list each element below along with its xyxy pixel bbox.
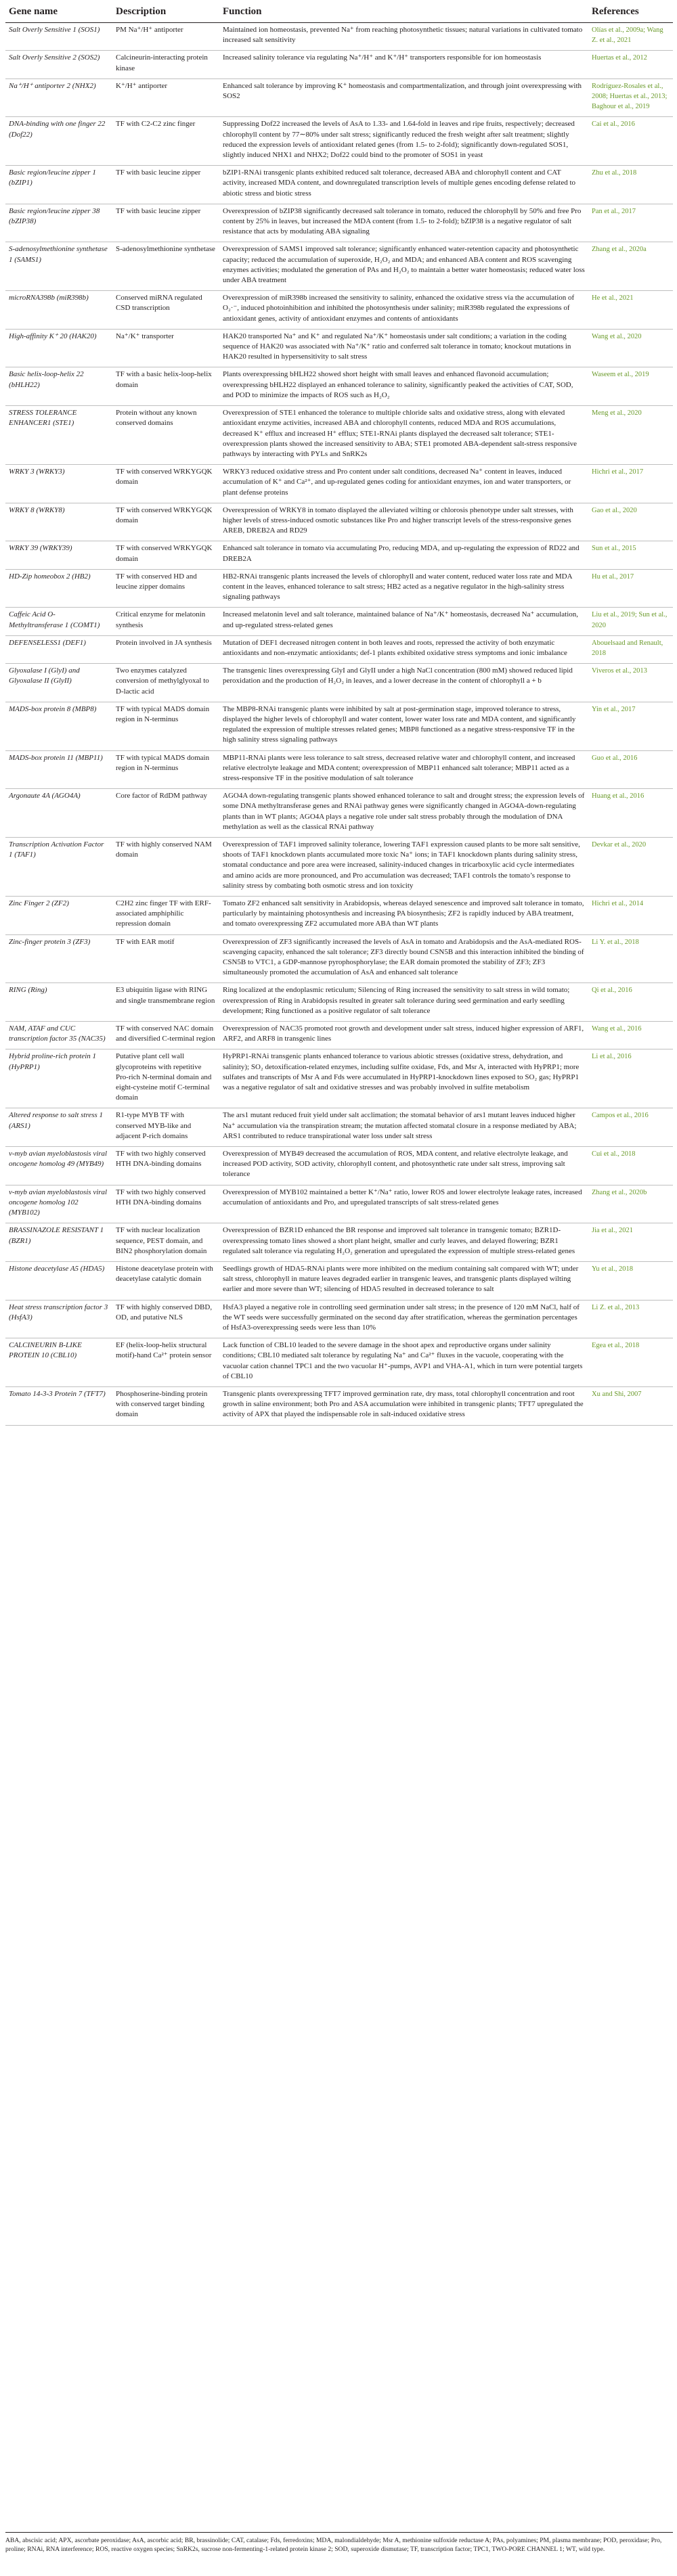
function-cell: Seedlings growth of HDA5-RNAi plants were more inhibited on the medium containing salt compared with WT; under salt stress, chlorophyll in mature leaves degraded earlier in transgenic leaves, and transgenic plants displayed wilting earlier and more severe than WT; silencing of HDA5 resulted in decreased tolerance to salt <box>219 1261 588 1300</box>
table-row <box>5 1386 673 1425</box>
reference-cell[interactable]: Guo et al., 2016 <box>588 750 673 789</box>
reference-cell[interactable]: Zhang et al., 2020a <box>588 242 673 291</box>
function-cell: Mutation of DEF1 decreased nitrogen content in both leaves and roots, repressed the activity of both enzymatic antioxidants and non-enzymatic antioxidants; def-1 plants exhibited oxidative stress symptoms and ionic imbalance <box>219 635 588 663</box>
gene-name-cell: Salt Overly Sensitive 2 (SOS2) <box>5 51 112 78</box>
table-row <box>5 750 673 789</box>
function-cell: Overexpression of MYB49 decreased the accumulation of ROS, MDA content, and relative electrolyte leakage, and increased POD activity, SOD activity, chlorophyll content, and photosynthetic rate under salt stress, improving salt tolerance <box>219 1147 588 1185</box>
function-cell: Overexpression of NAC35 promoted root growth and development under salt stress, induced higher expression of ARF1, ARF2, and ARF8 in transgenic lines <box>219 1022 588 1049</box>
reference-cell[interactable]: He et al., 2021 <box>588 291 673 330</box>
gene-name-cell: WRKY 8 (WRKY8) <box>5 503 112 541</box>
gene-name-cell: microRNA398b (miR398b) <box>5 291 112 330</box>
reference-cell[interactable]: Huang et al., 2016 <box>588 789 673 838</box>
reference-cell[interactable]: Rodríguez-Rosales et al., 2008; Huertas et al., 2013; Baghour et al., 2019 <box>588 78 673 117</box>
table-row <box>5 635 673 663</box>
table-row <box>5 1223 673 1262</box>
description-cell: TF with conserved NAC domain and diversified C-terminal region <box>112 1022 219 1049</box>
description-cell: EF (helix-loop-helix structural motif)-hand Ca²⁺ protein sensor <box>112 1338 219 1387</box>
description-cell: Histone deacetylase protein with deacetylase catalytic domain <box>112 1261 219 1300</box>
table-row <box>5 1338 673 1387</box>
reference-cell[interactable]: Egea et al., 2018 <box>588 1338 673 1387</box>
function-cell: WRKY3 reduced oxidative stress and Pro content under salt conditions, decreased Na⁺ content in leaves, induced accumulation of K⁺ and Ca²⁺, and up-regulated genes coding for antioxidant enzymes, ion and water transporters, or plant defense proteins <box>219 465 588 503</box>
reference-cell[interactable]: Zhang et al., 2020b <box>588 1185 673 1223</box>
description-cell: Phosphoserine-binding protein with conserved target binding domain <box>112 1386 219 1425</box>
reference-cell[interactable]: Wang et al., 2020 <box>588 329 673 367</box>
table-row <box>5 934 673 983</box>
description-cell: PM Na⁺/H⁺ antiporter <box>112 23 219 51</box>
description-cell: TF with conserved WRKYGQK domain <box>112 465 219 503</box>
gene-name-cell: Zinc Finger 2 (ZF2) <box>5 897 112 935</box>
function-cell: Maintained ion homeostasis, prevented Na⁺ from reaching photosynthetic tissues; natural variations in cultivated tomato increased salt sensitivity <box>219 23 588 51</box>
table-row <box>5 51 673 78</box>
reference-cell[interactable]: Campos et al., 2016 <box>588 1108 673 1147</box>
table-body <box>5 23 673 1426</box>
function-cell: Increased melatonin level and salt tolerance, maintained balance of Na⁺/K⁺ homeostasis, decreased Na⁺ accumulation, and up-regulated stress-related genes <box>219 608 588 635</box>
reference-cell[interactable]: Hichri et al., 2014 <box>588 897 673 935</box>
reference-cell[interactable]: Qi et al., 2016 <box>588 983 673 1022</box>
gene-name-cell: WRKY 3 (WRKY3) <box>5 465 112 503</box>
gene-name-cell: DEFENSELESS1 (DEF1) <box>5 635 112 663</box>
table-row <box>5 166 673 204</box>
gene-name-cell: Histone deacetylase A5 (HDA5) <box>5 1261 112 1300</box>
function-cell: Overexpression of WRKY8 in tomato displayed the alleviated wilting or chlorosis phenotype under salt stresses, with higher levels of stress-induced osmotic substances like Pro and higher transcript levels of the stress-responsive genes AREB, DREB2A and RD29 <box>219 503 588 541</box>
function-cell: Enhanced salt tolerance in tomato via accumulating Pro, reducing MDA, and up-regulating the expression of RD22 and DREB2A <box>219 541 588 569</box>
reference-cell[interactable]: Abouelsaad and Renault, 2018 <box>588 635 673 663</box>
function-cell: Overexpression of BZR1D enhanced the BR response and improved salt tolerance in transgenic tomato; BZR1D-overexpressing tomato lines showed a short plant height, smaller and curly leaves, and delayed flowering; BZR1 regulated salt tolerance via regulating H₂O₂ generation and upregulated the expression of multiple stress-related genes <box>219 1223 588 1262</box>
description-cell: TF with conserved HD and leucine zipper domains <box>112 569 219 608</box>
table-row <box>5 541 673 569</box>
reference-cell[interactable]: Jia et al., 2021 <box>588 1223 673 1262</box>
header-references: References <box>588 0 673 23</box>
table-row <box>5 1049 673 1108</box>
description-cell: Core factor of RdDM pathway <box>112 789 219 838</box>
table-row <box>5 23 673 51</box>
table-row <box>5 1108 673 1147</box>
table-row <box>5 1147 673 1185</box>
table-row <box>5 983 673 1022</box>
function-cell: Overexpression of ZF3 significantly increased the levels of AsA in tomato and Arabidopsis and the AsA-mediated ROS-scavenging capacity, enhanced the salt tolerance; ZF3 directly bound CSN5B and this interaction inhibited the binding of CSN5B to VTC1, a GDP-mannose pyrophosphorylase; the EAR domain promoted the stability of ZF3; ZF3 simultaneously promoted the accumulation of AsA and enhanced salt tolerance <box>219 934 588 983</box>
function-cell: Overexpression of miR398b increased the sensitivity to salinity, enhanced the oxidative stress via the accumulation of O₂·⁻, induced photoinhibition and inhibited the photosynthesis under salinity; miR398b regulated the expressions of antioxidant genes, activity of antioxidant enzymes and contents of antioxidants <box>219 291 588 330</box>
table-row <box>5 465 673 503</box>
description-cell: TF with two highly conserved HTH DNA-binding domains <box>112 1185 219 1223</box>
description-cell: Protein without any known conserved domains <box>112 406 219 465</box>
header-gene-name: Gene name <box>5 0 112 23</box>
table-row <box>5 702 673 750</box>
reference-cell[interactable]: Huertas et al., 2012 <box>588 51 673 78</box>
gene-name-cell: Caffeic Acid O-Methyltransferase 1 (COMT1) <box>5 608 112 635</box>
description-cell: Calcineurin-interacting protein kinase <box>112 51 219 78</box>
description-cell: R1-type MYB TF with conserved MYB-like and adjacent P-rich domains <box>112 1108 219 1147</box>
reference-cell[interactable]: Wang et al., 2016 <box>588 1022 673 1049</box>
description-cell: TF with basic leucine zipper <box>112 204 219 242</box>
description-cell: Conserved miRNA regulated CSD transcription <box>112 291 219 330</box>
gene-name-cell: Na⁺/H⁺ antiporter 2 (NHX2) <box>5 78 112 117</box>
reference-cell[interactable]: Hu et al., 2017 <box>588 569 673 608</box>
description-cell: TF with highly conserved NAM domain <box>112 838 219 897</box>
reference-cell[interactable]: Viveros et al., 2013 <box>588 664 673 702</box>
gene-name-cell: RING (Ring) <box>5 983 112 1022</box>
reference-cell[interactable]: Sun et al., 2015 <box>588 541 673 569</box>
reference-cell[interactable]: Li et al., 2016 <box>588 1049 673 1108</box>
gene-name-cell: MADS-box protein 8 (MBP8) <box>5 702 112 750</box>
table-header-row <box>5 0 673 23</box>
gene-name-cell: Hybrid proline-rich protein 1 (HyPRP1) <box>5 1049 112 1108</box>
description-cell: TF with C2-C2 zinc finger <box>112 117 219 166</box>
table-row <box>5 78 673 117</box>
description-cell: S-adenosylmethionine synthetase <box>112 242 219 291</box>
description-cell: C2H2 zinc finger TF with ERF-associated amphiphilic repression domain <box>112 897 219 935</box>
function-cell: Suppressing Dof22 increased the levels of AsA to 1.33- and 1.64-fold in leaves and ripe fruits, respectively; decreased chlorophyll content by 77∼80% under salt stress; significantly reduced the fresh weight after salt treatment; slightly reduced the expression levels of antioxidant related genes (from 1.5- to 2-fold); significantly down-regulated SOS1, slightly induced NHX1 and NHX2; Dof22 could bind to the promoter of SOS1 in yeast <box>219 117 588 166</box>
reference-cell[interactable]: Cui et al., 2018 <box>588 1147 673 1185</box>
table-row <box>5 242 673 291</box>
gene-name-cell: S-adenosylmethionine synthetase 1 (SAMS1) <box>5 242 112 291</box>
gene-name-cell: STRESS TOLERANCE ENHANCER1 (STE1) <box>5 406 112 465</box>
table-row <box>5 1261 673 1300</box>
reference-cell[interactable]: Liu et al., 2019; Sun et al., 2020 <box>588 608 673 635</box>
description-cell: K⁺/H⁺ antiporter <box>112 78 219 117</box>
function-cell: HAK20 transported Na⁺ and K⁺ and regulated Na⁺/K⁺ homeostasis under salt conditions; a variation in the coding sequence of HAK20 was associated with Na⁺/K⁺ ratio and conferred salt tolerance in tomato; knockout mutations in HAK20 resulted in hypersensitivity to salt stress <box>219 329 588 367</box>
function-cell: The MBP8-RNAi transgenic plants were inhibited by salt at post-germination stage, improved tolerance to stress, displayed the higher levels of chlorophyll and water content, lower water loss rate and MDA content, and significantly regulated the expression of multiple stresses related genes; MBP8 functioned as a negative stress-responsive TF in the high salinity stress signaling pathways <box>219 702 588 750</box>
table-row <box>5 329 673 367</box>
description-cell: TF with typical MADS domain region in N-terminus <box>112 750 219 789</box>
footer-divider <box>5 2532 673 2533</box>
description-cell: Na⁺/K⁺ transporter <box>112 329 219 367</box>
function-cell: HsfA3 played a negative role in controlling seed germination under salt stress; in the presence of 120 mM NaCl, half of the WT seeds were successfully germinated on the second day after stratification, whereas the germination percentages of HsfA3-overexpressing seeds were less than 10% <box>219 1300 588 1338</box>
table-row <box>5 608 673 635</box>
gene-name-cell: Heat stress transcription factor 3 (HsfA3) <box>5 1300 112 1338</box>
description-cell: TF with EAR motif <box>112 934 219 983</box>
gene-name-cell: Salt Overly Sensitive 1 (SOS1) <box>5 23 112 51</box>
description-cell: TF with nuclear localization sequence, PEST domain, and BIN2 phosphorylation domain <box>112 1223 219 1262</box>
function-cell: Enhanced salt tolerance by improving K⁺ homeostasis and compartmentalization, and through joint overexpressing with SOS2 <box>219 78 588 117</box>
function-cell: Overexpression of TAF1 improved salinity tolerance, lowering TAF1 expression caused plants to be more salt sensitive, shoots of TAF1 knockdown plants accumulated more toxic Na⁺ ions; in TAF1 knockdown plants during salinity stress, stomatal conductance and pore area were increased, salinity-induced changes in tricarboxylic acid cycle intermediates and amino acids are more pronounced, and Pro accumulation was decreased; TAF1 controls the tomato’s response to salinity stress by combating both osmotic stress and ion toxicity <box>219 838 588 897</box>
description-cell: TF with conserved WRKYGQK domain <box>112 503 219 541</box>
gene-name-cell: Altered response to salt stress 1 (ARS1) <box>5 1108 112 1147</box>
reference-cell[interactable]: Waseem et al., 2019 <box>588 367 673 406</box>
reference-cell[interactable]: Gao et al., 2020 <box>588 503 673 541</box>
reference-cell[interactable]: Olías et al., 2009a; Wang Z. et al., 2021 <box>588 23 673 51</box>
table-row <box>5 117 673 166</box>
gene-name-cell: High-affinity K⁺ 20 (HAK20) <box>5 329 112 367</box>
description-cell: Critical enzyme for melatonin synthesis <box>112 608 219 635</box>
function-cell: Ring localized at the endoplasmic reticulum; Silencing of Ring increased the sensitivity to salt stress in wild tomato; overexpression of Ring in Arabidopsis resulted in greater salt tolerance during seed germination and early seedling development; Ring functioned as a positive regulator of salt tolerance <box>219 983 588 1022</box>
function-cell: Transgenic plants overexpressing TFT7 improved germination rate, dry mass, total chlorophyll concentration and root growth in saline environment; both Pro and ASA accumulation were inhibited in transgenic plants; TFT7 upregulated the activity of APX that played the indispensable role in salt-induced oxidative stress <box>219 1386 588 1425</box>
gene-name-cell: Basic region/leucine zipper 1 (bZIP1) <box>5 166 112 204</box>
table-footnote: ABA, abscisic acid; APX, ascorbate peroxidase; AsA, ascorbic acid; BR, brassinolide; CAT, catalase; Fds, ferredoxins; MDA, malondialdehyde; Msr A, methionine sulfoxide reductase A; PAs, polyamines; PM, plasma membrane; POD, peroxidase; Pro, proline; RNAi, RNA interference; ROS, reactive oxygen species; SnRK2s, sucrose non-fermenting-1-related protein kinase 2; SOD, superoxide dismutase; TF, transcription factor; TPC1, TWO-PORE CHANNEL 1; WT, wild type. <box>5 2537 662 2553</box>
function-cell: Lack function of CBL10 leaded to the severe damage in the shoot apex and reproductive organs under salinity conditions; CBL10 mediated salt tolerance by regulating Na⁺ and Ca²⁺ fluxes in the vacuole, cooperating with the vacuolar cation channel TPC1 and the two vacuolar H⁺-pumps, AVP1 and VHA-A1, which in turn were potential targets of CBL10 <box>219 1338 588 1387</box>
description-cell: Two enzymes catalyzed conversion of methylglyoxal to D-lactic acid <box>112 664 219 702</box>
gene-name-cell: Transcription Activation Factor 1 (TAF1) <box>5 838 112 897</box>
description-cell: Putative plant cell wall glycoproteins with repetitive Pro-rich N-terminal domain and eight-cysteine motif C-terminal domain <box>112 1049 219 1108</box>
description-cell: TF with typical MADS domain region in N-terminus <box>112 702 219 750</box>
reference-cell[interactable]: Zhu et al., 2018 <box>588 166 673 204</box>
description-cell: TF with a basic helix-loop-helix domain <box>112 367 219 406</box>
gene-name-cell: HD-Zip homeobox 2 (HB2) <box>5 569 112 608</box>
reference-cell[interactable]: Li Y. et al., 2018 <box>588 934 673 983</box>
reference-cell[interactable]: Li Z. et al., 2013 <box>588 1300 673 1338</box>
reference-cell[interactable]: Devkar et al., 2020 <box>588 838 673 897</box>
function-cell: Plants overexpressing bHLH22 showed short height with small leaves and enhanced flavonoid accumulation; overexpressing bHLH22 displayed an enhanced tolerance to salinity, significantly peaked the activities of CAT, SOD, and POD to minimize the impacts of ROS such as H₂O₂ <box>219 367 588 406</box>
gene-name-cell: v-myb avian myeloblastosis viral oncogene homolog 102 (MYB102) <box>5 1185 112 1223</box>
function-cell: Overexpression of SAMS1 improved salt tolerance; significantly enhanced water-retention capacity and photosynthetic capacity; reduced the accumulation of superoxide, H₂O₂ and MDA; and enhanced ABA content and ROS scavenging enzymes activities; modulated the generation of PAs and H₂O₂ to maintain a better water homeostasis; reduced water loss under ABA treatment <box>219 242 588 291</box>
reference-cell[interactable]: Yin et al., 2017 <box>588 702 673 750</box>
description-cell: TF with highly conserved DBD, OD, and putative NLS <box>112 1300 219 1338</box>
table-row <box>5 569 673 608</box>
reference-cell[interactable]: Cai et al., 2016 <box>588 117 673 166</box>
function-cell: HB2-RNAi transgenic plants increased the levels of chlorophyll and water content, reduced water loss rate and MDA content in the leaves, enhanced tolerance to salt stress; HB2 acted as a negative regulator in the high-salinity stress signaling pathways <box>219 569 588 608</box>
table-row <box>5 406 673 465</box>
gene-name-cell: WRKY 39 (WRKY39) <box>5 541 112 569</box>
gene-name-cell: BRASSINAZOLE RESISTANT 1 (BZR1) <box>5 1223 112 1262</box>
gene-name-cell: Basic helix-loop-helix 22 (bHLH22) <box>5 367 112 406</box>
table-row <box>5 664 673 702</box>
table-row <box>5 1022 673 1049</box>
table-row <box>5 503 673 541</box>
description-cell: Protein involved in JA synthesis <box>112 635 219 663</box>
table-row <box>5 789 673 838</box>
gene-name-cell: Tomato 14-3-3 Protein 7 (TFT7) <box>5 1386 112 1425</box>
function-cell: Tomato ZF2 enhanced salt sensitivity in Arabidopsis, whereas delayed senescence and improved salt tolerance in tomato, particularly by maintaining photosynthesis and increasing PA biosynthesis; ZF2 is rapidly induced by ABA treatment, and tomato overexpressing ZF2 accumulated more ABA than WT plants <box>219 897 588 935</box>
gene-name-cell: DNA-binding with one finger 22 (Dof22) <box>5 117 112 166</box>
gene-name-cell: NAM, ATAF and CUC transcription factor 35 (NAC35) <box>5 1022 112 1049</box>
reference-cell[interactable]: Xu and Shi, 2007 <box>588 1386 673 1425</box>
function-cell: bZIP1-RNAi transgenic plants exhibited reduced salt tolerance, decreased ABA and chlorophyll content and CAT activity, increased MDA content, and downregulated transcription levels of multiple genes encoding defense related to abiotic stress and biotic stress <box>219 166 588 204</box>
reference-cell[interactable]: Pan et al., 2017 <box>588 204 673 242</box>
header-function: Function <box>219 0 588 23</box>
gene-name-cell: Zinc-finger protein 3 (ZF3) <box>5 934 112 983</box>
table-row <box>5 1300 673 1338</box>
description-cell: TF with conserved WRKYGQK domain <box>112 541 219 569</box>
table-row <box>5 291 673 330</box>
function-cell: Increased salinity tolerance via regulating Na⁺/H⁺ and K⁺/H⁺ transporters responsible for ion homeostasis <box>219 51 588 78</box>
gene-name-cell: Argonaute 4A (AGO4A) <box>5 789 112 838</box>
reference-cell[interactable]: Hichri et al., 2017 <box>588 465 673 503</box>
description-cell: E3 ubiquitin ligase with RING and single transmembrane region <box>112 983 219 1022</box>
table-row <box>5 367 673 406</box>
gene-name-cell: v-myb avian myeloblastosis viral oncogene homolog 49 (MYB49) <box>5 1147 112 1185</box>
description-cell: TF with two highly conserved HTH DNA-binding domains <box>112 1147 219 1185</box>
reference-cell[interactable]: Meng et al., 2020 <box>588 406 673 465</box>
function-cell: The transgenic lines overexpressing GlyI and GlyII under a high NaCl concentration (800 mM) showed reduced lipid peroxidation and the production of H₂O₂ in leaves, and a lower decrease in the content of chlorophyll a + b <box>219 664 588 702</box>
gene-name-cell: MADS-box protein 11 (MBP11) <box>5 750 112 789</box>
function-cell: MBP11-RNAi plants were less tolerance to salt stress, decreased relative water and chlorophyll content, and increased relative electrolyte leakage and MDA content; overexpression of MBP11 enhanced salt tolerance; MBP11 acted as a stress-responsive TF in the positive modulation of salt tolerance <box>219 750 588 789</box>
description-cell: TF with basic leucine zipper <box>112 166 219 204</box>
gene-name-cell: Glyoxalase I (GlyI) and Glyoxalase II (GlyII) <box>5 664 112 702</box>
function-cell: AGO4A down-regulating transgenic plants showed enhanced tolerance to salt and drought stress; the expression levels of some DNA methyltransferase genes and RNAi pathway genes were significantly changed in AGO4A-down-regulating plants than in WT plants; AGO4A plays a negative role under salt stress probably through the modulation of DNA methylation as well as the classical RNAi pathway <box>219 789 588 838</box>
reference-cell[interactable]: Yu et al., 2018 <box>588 1261 673 1300</box>
function-cell: Overexpression of MYB102 maintained a better K⁺/Na⁺ ratio, lower ROS and lower electrolyte leakage rates, increased accumulation of antioxidants and Pro, and upregulated transcripts of salt stress-related genes <box>219 1185 588 1223</box>
function-cell: The ars1 mutant reduced fruit yield under salt acclimation; the stomatal behavior of ars1 mutant leaves induced higher Na⁺ accumulation via the transpiration stream; the mutation affected stomatal closure in a response mediated by ABA; ARS1 contributed to reduce transpirational water loss under salt stress <box>219 1108 588 1147</box>
table-row <box>5 204 673 242</box>
function-cell: Overexpression of bZIP38 significantly decreased salt tolerance in tomato, reduced the chlorophyll by 50% and free Pro content by 25% in leaves, but increased the MDA content (from 1.5- to 2-fold); bZIP38 is a negative regulator of salt resistance that acts by modulating ABA signaling <box>219 204 588 242</box>
gene-name-cell: Basic region/leucine zipper 38 (bZIP38) <box>5 204 112 242</box>
table-row <box>5 897 673 935</box>
function-cell: Overexpression of STE1 enhanced the tolerance to multiple chloride salts and oxidative stress, along with elevated antioxidant enzyme activities, increased ABA and chlorophyll contents, reduced MDA and ROS accumulations, decreased K⁺ efflux and increased H⁺ efflux; STE1-RNAi plants displayed the decreased salt tolerance; STE1-overexpression plants showed the increased sensitivity to ABA; STE1 promoted ABA-dependent salt-stress responsive pathways by interacting with PYLs and SnRK2s <box>219 406 588 465</box>
table-row <box>5 838 673 897</box>
gene-table <box>5 0 673 1426</box>
function-cell: HyPRP1-RNAi transgenic plants enhanced tolerance to various abiotic stresses (oxidative stress, dehydration, and salinity); SO₂ detoxification-related enzymes, including sulfite oxidase, Fds, and Msr A, interacted with HyPRP1; more sulfates and transcripts of Msr A and Fds were accumulated in HyPRP1-knockdown lines exposed to SO₂ gas; HyPRP1 was a negative regulator of salt and oxidative stresses and was probably involved in sulfite metabolism <box>219 1049 588 1108</box>
header-description: Description <box>112 0 219 23</box>
gene-name-cell: CALCINEURIN B-LIKE PROTEIN 10 (CBL10) <box>5 1338 112 1387</box>
table-row <box>5 1185 673 1223</box>
